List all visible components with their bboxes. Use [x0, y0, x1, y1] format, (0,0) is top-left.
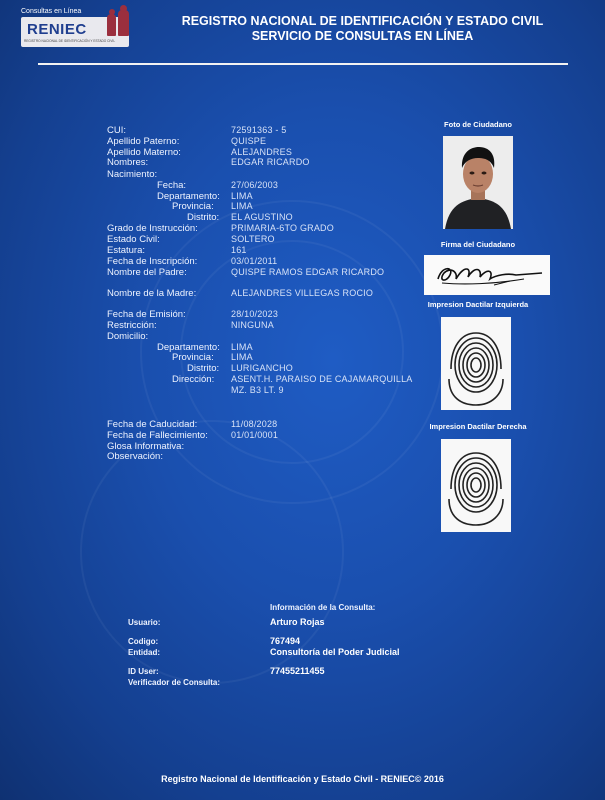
signature-label: Firma del Ciudadano	[440, 240, 516, 249]
field-value: 27/06/2003	[231, 180, 279, 190]
field-label: Glosa Informativa:	[107, 441, 185, 452]
field-label: Apellido Paterno:	[107, 136, 180, 147]
field-label: Estatura:	[107, 245, 146, 256]
field-value: ALEJANDRES VILLEGAS ROCIO	[231, 288, 374, 298]
field-label: Fecha de Emisión:	[107, 309, 186, 320]
field-value: QUISPE	[231, 136, 267, 146]
field-value: EDGAR RICARDO	[231, 157, 310, 167]
header-divider	[38, 63, 568, 65]
title-line-2: SERVICIO DE CONSULTAS EN LÍNEA	[251, 29, 474, 43]
id-user-value: 77455211455	[270, 666, 325, 676]
photo-label: Foto de Ciudadano	[444, 120, 512, 129]
field-label: Nombre de la Madre:	[107, 288, 197, 299]
field-value: PRIMARIA-6TO GRADO	[231, 223, 334, 233]
field-value: LURIGANCHO	[231, 363, 294, 373]
left-fingerprint-label: Impresion Dactilar Izquierda	[427, 300, 529, 309]
field-label: Departamento:	[157, 342, 220, 353]
logo-subtitle: REGISTRO NACIONAL DE IDENTIFICACIÓN Y ESTADO CIVIL	[24, 39, 116, 43]
citizen-photo	[443, 136, 513, 229]
field-value: LIMA	[231, 342, 253, 352]
field-value: EL AGUSTINO	[231, 212, 293, 222]
field-value: LIMA	[231, 201, 253, 211]
field-label: Restricción:	[107, 320, 157, 331]
page-footer: Registro Nacional de Identificación y Estado Civil - RENIEC© 2016	[161, 774, 444, 784]
title-line-1: REGISTRO NACIONAL DE IDENTIFICACIÓN Y ESTADO CIVIL	[181, 14, 544, 28]
field-value: 03/01/2011	[231, 256, 278, 266]
field-label: Estado Civil:	[107, 234, 160, 245]
field-label: Distrito:	[187, 212, 220, 223]
id-user-label: ID User:	[128, 667, 159, 676]
field-label: Grado de Instrucción:	[107, 223, 198, 234]
field-value: ALEJANDRES	[231, 147, 293, 157]
citizen-signature	[424, 255, 550, 295]
field-label: Fecha de Inscripción:	[107, 256, 198, 267]
field-label: Distrito:	[187, 363, 220, 374]
field-label: Apellido Materno:	[107, 147, 181, 158]
field-value: MZ. B3 LT. 9	[231, 385, 284, 395]
codigo-label: Codigo:	[128, 637, 159, 646]
field-value: LIMA	[231, 352, 253, 362]
right-fingerprint-label: Impresion Dactilar Derecha	[429, 422, 527, 431]
consulta-title: Información de la Consulta:	[270, 603, 376, 612]
field-label: CUI:	[107, 125, 126, 136]
field-value: SOLTERO	[231, 234, 275, 244]
field-label: Nacimiento:	[107, 169, 158, 180]
logo-people-icon	[105, 8, 131, 38]
verificador-label: Verificador de Consulta:	[128, 678, 221, 687]
field-label: Departamento:	[157, 191, 220, 202]
left-fingerprint-icon	[441, 317, 511, 410]
entidad-label: Entidad:	[128, 648, 160, 657]
field-value: QUISPE RAMOS EDGAR RICARDO	[231, 267, 385, 277]
logo-brand: RENIEC	[27, 21, 87, 38]
codigo-value: 767494	[270, 636, 301, 646]
reniec-logo	[21, 8, 131, 48]
field-label: Fecha:	[157, 180, 187, 191]
field-label: Nombres:	[107, 157, 149, 168]
field-label: Dirección:	[172, 374, 215, 385]
field-value: NINGUNA	[231, 320, 274, 330]
field-label: Provincia:	[172, 352, 214, 363]
field-label: Fecha de Fallecimiento:	[107, 430, 208, 441]
entidad-value: Consultoría del Poder Judicial	[270, 647, 400, 657]
field-value: 01/01/0001	[231, 430, 279, 440]
field-label: Observación:	[107, 451, 163, 462]
field-value: 28/10/2023	[231, 309, 279, 319]
page-title	[160, 14, 565, 44]
field-label: Fecha de Caducidad:	[107, 419, 198, 430]
usuario-value: Arturo Rojas	[270, 617, 325, 627]
field-value: 72591363 - 5	[231, 125, 287, 135]
right-fingerprint-icon	[441, 439, 511, 532]
field-label: Provincia:	[172, 201, 214, 212]
logo-caption: Consultas en Línea	[21, 8, 82, 15]
field-label: Nombre del Padre:	[107, 267, 187, 278]
usuario-label: Usuario:	[128, 618, 161, 627]
field-value: 11/08/2028	[231, 419, 278, 429]
field-value: 161	[231, 245, 247, 255]
field-value: ASENT.H. PARAISO DE CAJAMARQUILLA	[231, 374, 413, 384]
field-label: Domicilio:	[107, 331, 149, 342]
field-value: LIMA	[231, 191, 253, 201]
